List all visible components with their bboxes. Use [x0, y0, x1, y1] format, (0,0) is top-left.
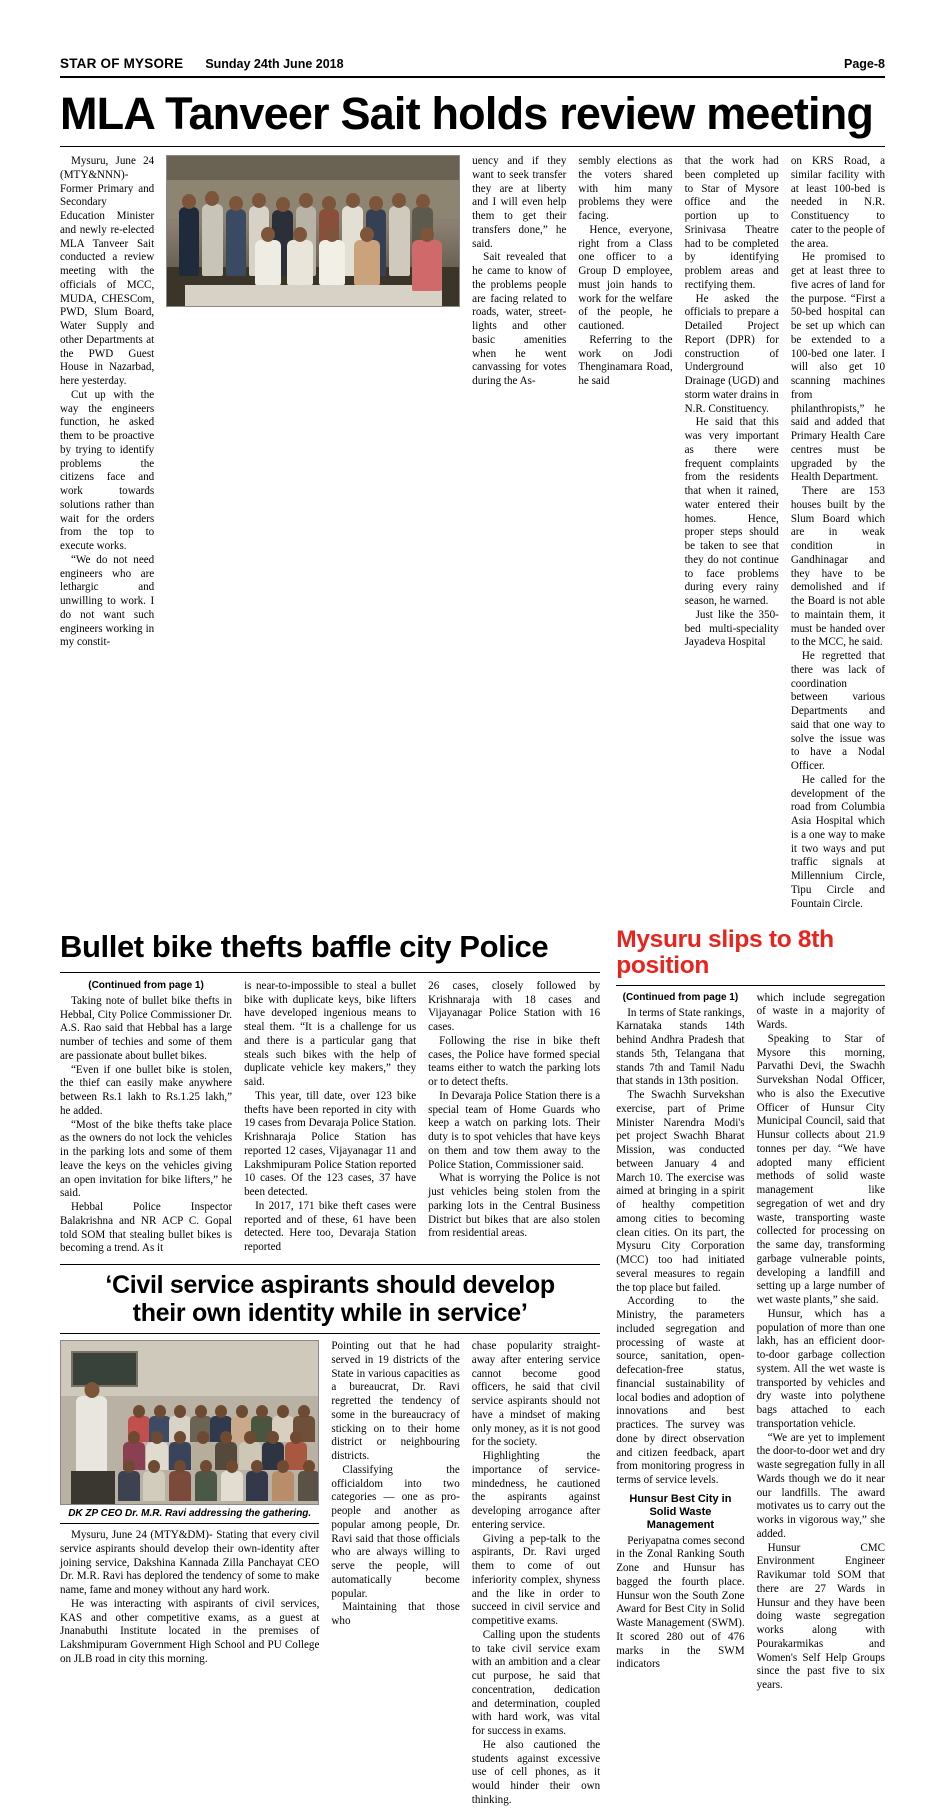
- paragraph: “We do not need engineers who are lethargic and unwilling to work. I do not want such engineers working in my constit-: [60, 553, 155, 649]
- article1-col-photo: [166, 155, 460, 911]
- paragraph: In Devaraja Police Station there is a special team of Home Guards who keep a watch on parking lots. Their duty is to spot vehicles that have keys on them and tow them away to the Police Station, Commissioner said.: [428, 1089, 601, 1171]
- article1-col2: [472, 155, 566, 911]
- paragraph: on KRS Road, a similar facility with at least 100-bed is needed in N.R. Constituency to cater to the people of the area.: [790, 155, 886, 250]
- paragraph: He was interacting with aspirants of civil services, KAS and other competitive exams, as a guest at Jnanabuthi Institute located in the premises of Lakshmipuram Government High School and PU College on JLB road in city this morning.: [60, 1597, 320, 1665]
- paragraph: Just like the 350-bed multi-speciality Jayadeva Hospital: [684, 608, 779, 649]
- article4-photo-col: [60, 1340, 319, 1808]
- divider: [60, 1333, 600, 1334]
- paragraph: “Even if one bullet bike is stolen, the thief can easily make anywhere between Rs.1 lakh to Rs.1.25 lakh,” he added.: [60, 1063, 233, 1117]
- paragraph: Cut up with the way the engineers function, he asked them to be proactive by trying to identify problems the citizens face and work towards solutions rather than wait for the orders from the top to execute works.: [60, 388, 155, 552]
- paragraph: Hunsur CMC Environment Engineer Ravikumar told SOM that there are 27 Wards in Hunsur and they have been doing waste segregation works along with Pourakarmikas and Women's Self Help Groups since the past five to six years.: [756, 1541, 885, 1692]
- paragraph: He regretted that there was lack of coordination between various Departments and said that one way to solve the issue was to have a Nodal Officer.: [790, 650, 886, 772]
- paragraph: chase popularity straight-away after entering service cannot become good officers, he said that civil service aspirants should not have a mindset of making only money, as it is not good for the society.: [471, 1340, 601, 1449]
- paragraph: Giving a pep-talk to the aspirants, Dr. Ravi urged them to come of out inferiority complex, shyness and the like in order to succeed in civil service and competitive exams.: [471, 1532, 601, 1628]
- article2-col1: [60, 980, 232, 1256]
- paragraph: Sait revealed that he came to know of the problems people are facing related to roads, water, street-lights and other basic amenities when he went canvassing for votes during the As-: [472, 251, 567, 387]
- article1-col1: [60, 155, 154, 911]
- article3-headline: Mysuru slips to 8th position: [616, 926, 834, 979]
- paragraph: He said that this was very important as there were frequent complaints from the residents that when it rained, water entered their homes. Hence, proper steps should be taken to see that they do not continue to face problems during every rainy season, he warned.: [684, 416, 779, 607]
- paragraph: Highlighting the importance of service-mindedness, he cautioned the aspirants against developing arrogance after entering service.: [471, 1450, 601, 1531]
- paper-name: STAR OF MYSORE: [60, 56, 184, 71]
- paragraph: He asked the officials to prepare a Detailed Project Report (DPR) for construction of Underground Drainage (UGD) and storm water drains in N.R. Constituency.: [684, 292, 779, 415]
- paragraph: Speaking to Star of Mysore this morning, Parvathi Devi, the Swachh Survekshan Nodal Officer, who is also the Executive Officer of Hunsur City Municipal Council, said that Hunsur collects about 21.9 tonnes per day. “We have adopted many efficient methods of solid waste management like segregation of wet and dry waste, transporting waste collected for processing on the same day, transforming garbage vulnerable points, developing a landfill and setting up a large number of wet waste plants,” she said.: [756, 1032, 885, 1307]
- article4-headline: [60, 1271, 600, 1327]
- paragraph: Mysuru, June 24 (MTY&DM)- Stating that every civil service aspirants should develop their own-identity after joining service, Dakshina Kannada Zilla Panchayat CEO Dr. M.R. Ravi has deplored the tendency of some to make name, fame and money without any hard work.: [60, 1529, 320, 1597]
- paragraph: Calling upon the students to take civil service exam with an ambition and a clear cut purpose, he said that concentration, dedication and determination, coupled with hard work, was vital for success in exams.: [471, 1628, 601, 1738]
- paragraph: Maintaining that those who: [331, 1601, 460, 1628]
- article3-subhead: Hunsur Best City in Solid Waste Management: [629, 1492, 732, 1532]
- continued-note: (Continued from page 1): [622, 991, 739, 1003]
- paper-date: Sunday 24th June 2018: [205, 57, 344, 71]
- paragraph: Hence, everyone, right from a Class one officer to a Group D employee, must join hands to work for the welfare of the people, he cautioned.: [578, 223, 673, 332]
- article1-col4: [685, 155, 779, 911]
- paragraph: He also cautioned the students against excessive use of cell phones, as it would hinder their own thinking.: [471, 1738, 601, 1806]
- paragraph: Following the rise in bike theft cases, the Police have formed special teams either to watch the parking lots or to detect thefts.: [428, 1034, 601, 1089]
- paragraph: “Most of the bike thefts take place as the owners do not lock the vehicles in the parking lots and some of them leave the keys on the vehicles giving an open invitation for bike lifters,” he said.: [60, 1118, 233, 1200]
- left-block: [60, 921, 600, 1807]
- right-block: [612, 921, 885, 1807]
- paragraph: Classifying the officialdom into two categories — one as pro-people and another as popular among people, Dr. Ravi said that those officials who are always willing to serve the people, will automatically become popular.: [331, 1463, 460, 1600]
- paragraph: is near-to-impossible to steal a bullet bike with duplicate keys, bike lifters have developed ingenious means to steal them. “It is a challenge for us and there is a particular gang that steals such bikes with the help of duplicate vehicle key makers,” they said.: [244, 979, 417, 1089]
- article3-col2: [757, 992, 885, 1693]
- lower-section: [60, 921, 885, 1807]
- article2-headline: Bullet bike thefts baffle city Police: [60, 929, 549, 965]
- article1-body: [60, 155, 885, 911]
- article1-col3: [578, 155, 672, 911]
- paragraph: Periyapatna comes second in the Zonal Ranking South Zone and Hunsur has bagged the fourth place. Hunsur won the South Zone Award for Best City in Solid Waste Management (SWM). It scored 280 out of 476 marks in the SWM indicators: [616, 1534, 745, 1671]
- article4-body: [60, 1340, 600, 1808]
- paragraph: There are 153 houses built by the Slum Board which are in weak condition in Gandhinagar and they have to be demolished and if the Board is not able to maintain them, it must be handed over to the MCC, he said.: [790, 485, 886, 649]
- paragraph: “We are yet to implement the door-to-door wet and dry waste segregation fully in all Wards though we do it near our landfills. The award motivates us to carry out the works in vigorous way,” she added.: [756, 1431, 885, 1540]
- masthead-left: [60, 56, 344, 71]
- article4-col3: [472, 1340, 600, 1808]
- divider: [60, 972, 600, 973]
- article2-body: [60, 980, 600, 1256]
- photo-caption: DK ZP CEO Dr. M.R. Ravi addressing the gathering.: [60, 1505, 319, 1524]
- paragraph: uency and if they want to seek transfer they are at liberty and I will even help them to get their transfers done,” he said.: [472, 155, 567, 250]
- page-number: Page-8: [844, 57, 885, 71]
- article1-col5: [791, 155, 885, 911]
- paragraph: Pointing out that he had served in 19 districts of the State in various capacities as a bureaucrat, Dr. Ravi regretted the tendency of some in the bureaucracy of sticking on to their home district or neighbouring districts.: [331, 1340, 460, 1463]
- paragraph: According to the Ministry, the parameters included segregation and processing of waste at source, sanitation, open-defecation-free status, financial sustainability of local bodies and adoption of innovations and best practices. The survey was done by direct observation and citizen feedback, apart from monitoring progress in terms of service levels.: [616, 1295, 745, 1487]
- continued-note: (Continued from page 1): [88, 979, 204, 991]
- paragraph: which include segregation of waste in a majority of Wards.: [756, 991, 885, 1032]
- paragraph: He promised to get at least three to five acres of land for the purpose. “First a 50-bed hospital can be set up which can be extended to a 100-bed one later. I will also get 10 scanning machines from philanthropists,” he said and added that Primary Health Care centres must be upgraded by the Health Department.: [790, 251, 886, 484]
- article3-col1: [616, 992, 744, 1693]
- paragraph: In terms of State rankings, Karnataka stands 14th behind Andhra Pradesh that stands 5th, Telangana that stands 7th and Tamil Nadu that stands in 13th position.: [616, 1006, 745, 1088]
- article2-col2: [244, 980, 416, 1256]
- gathering-photo: [60, 1340, 319, 1505]
- article1-headline: MLA Tanveer Sait holds review meeting: [60, 88, 874, 139]
- paragraph: Mysuru, June 24 (MTY&NNN)- Former Primary and Secondary Education Minister and newly re-elected MLA Tanveer Sait conducted a review meeting with the officials of MCC, MUDA, CHESCom, PWD, Slum Board, Water Supply and other Departments at the PWD Guest House in Nazarbad, here yesterday.: [60, 155, 155, 387]
- paragraph: He called for the development of the road from Columbia Asia Hospital which is a one way to make it two ways and put traffic signals at Millennium Circle, Tipu Circle and Fountain Circle.: [790, 773, 886, 910]
- paragraph: This year, till date, over 123 bike thefts have been reported in city with 19 cases from Devaraja Police Station. Krishnaraja Police Station has reported 12 cases, Vijayanagar 11 and Lakshmipuram Police Station reported 10 cases. Of the 123 cases, 37 have been detected.: [244, 1089, 417, 1199]
- paragraph: 26 cases, closely followed by Krishnaraja with 18 cases and Vijayanagar Police Station with 16 cases.: [428, 979, 601, 1034]
- article2-col3: [428, 980, 600, 1256]
- paragraph: Taking note of bullet bike thefts in Hebbal, City Police Commissioner Dr. A.S. Rao said that Hebbal has a large number of techies and some of them are passionate about bullet bikes.: [60, 994, 233, 1062]
- paragraph: What is worrying the Police is not just vehicles being stolen from the parking lots in the Central Business District but bikes that are also stolen from residential areas.: [428, 1172, 601, 1240]
- article4-headline-line2: their own identity while in service’: [132, 1299, 528, 1328]
- divider: [616, 985, 885, 986]
- paragraph: In 2017, 171 bike theft cases were reported and of these, 61 have been detected. Here too, Devaraja Station reported: [244, 1199, 417, 1254]
- article4-headline-line1: ‘Civil service aspirants should develop: [105, 1271, 555, 1300]
- paragraph: Hebbal Police Inspector Balakrishna and NR ACP C. Gopal told SOM that stealing bullet bikes is becoming a trend. As it: [60, 1201, 233, 1255]
- article3-body: [616, 992, 885, 1693]
- paragraph: The Swachh Survekshan exercise, part of Prime Minister Narendra Modi's pet project Swachh Bharat Mission, was conducted between January 4 and March 10. The exercise was aimed at bringing in a spirit of healthy competition among cities to becoming clean cities. On its part, the Mysuru City Corporation (MCC) too had initiated several measures to regain the top place but failed.: [616, 1089, 745, 1294]
- article4-col2: [331, 1340, 459, 1808]
- paragraph: sembly elections as the voters shared with him many problems they were facing.: [578, 155, 673, 222]
- masthead: [60, 56, 885, 78]
- paragraph: that the work had been completed up to Star of Mysore office and the portion up to Srinivasa Theatre had to be completed by identifying problem areas and rectifying them.: [684, 155, 779, 291]
- divider: [60, 1264, 600, 1265]
- paragraph: Hunsur, which has a population of more than one lakh, has an efficient door-to-door garbage collection system. All the wet waste is transported by vehicles and dry waste into polythene bags attached to each transportation vehicle.: [756, 1307, 885, 1430]
- paragraph: Referring to the work on Jodi Thenginamara Road, he said: [578, 333, 673, 387]
- meeting-photo: [166, 155, 460, 307]
- divider: [60, 146, 885, 147]
